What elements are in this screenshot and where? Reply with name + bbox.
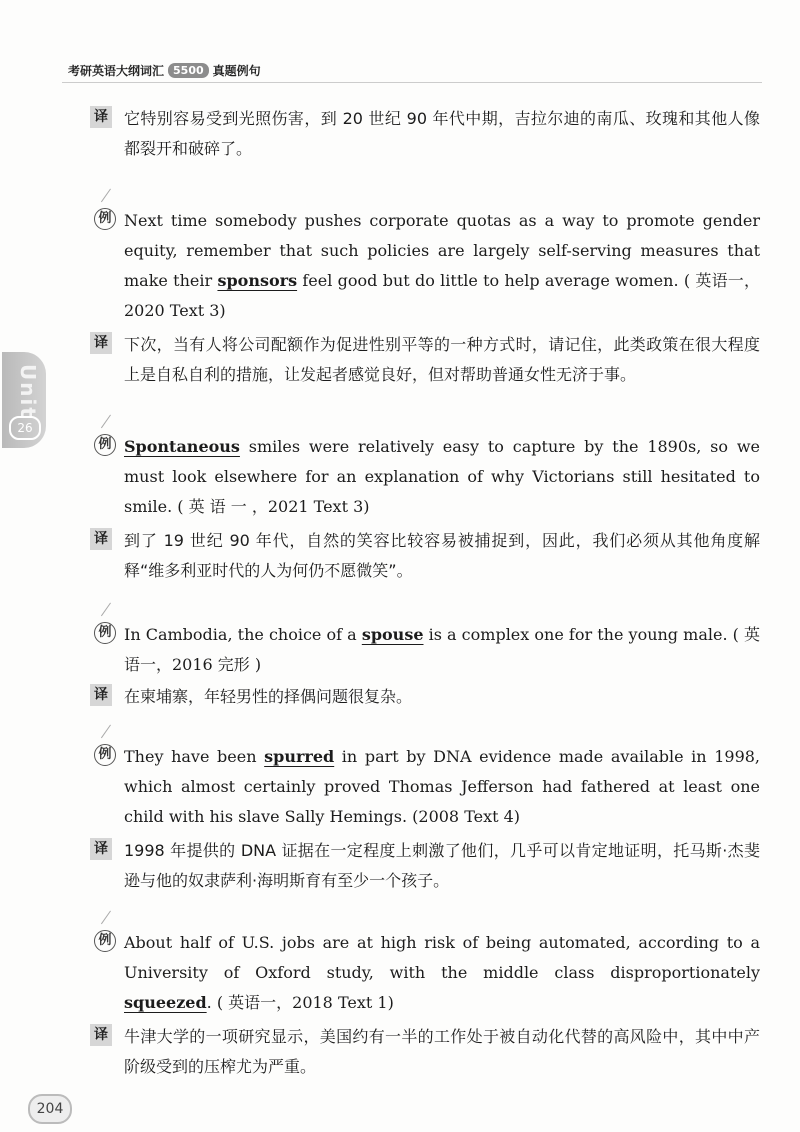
translation-row (90, 104, 760, 164)
entry-block (90, 206, 760, 390)
header-suffix: 真题例句 (212, 64, 261, 78)
example-text: Spontaneous smiles were relatively easy to capture by the 1890s, so we must look elsewhere for an explanation of why Victorians still hesitated to smile. ( 英 语 一 ，2021 Text 3) (124, 437, 760, 516)
example-row (90, 206, 760, 326)
example-icon: 例 (90, 928, 118, 952)
translation-icon: 译 (90, 332, 112, 354)
translation-row (90, 1022, 760, 1082)
example-icon: 例 (90, 742, 118, 766)
keyword: Spontaneous (124, 437, 240, 456)
translation-row (90, 526, 760, 586)
translation-icon: 译 (90, 838, 112, 860)
translation-text: 下次，当有人将公司配额作为促进性别平等的一种方式时，请记住，此类政策在很大程度上是自私自利的措施，让发起者感觉良好，但对帮助普通女性无济于事。 (124, 335, 760, 384)
running-header (68, 62, 261, 79)
translation-row (90, 836, 760, 896)
translation-text: 牛津大学的一项研究显示，美国约有一半的工作处于被自动化代替的高风险中，其中中产阶级受到的压榨尤为严重。 (124, 1027, 760, 1076)
page-number: 204 (28, 1094, 72, 1124)
entry-block (90, 104, 760, 164)
example-icon: 例 (90, 432, 118, 456)
translation-text: 到了 19 世纪 90 年代，自然的笑容比较容易被捕捉到，因此，我们必须从其他角度解释“维多利亚时代的人为何仍不愿微笑”。 (124, 531, 760, 580)
example-text: Next time somebody pushes corporate quotas as a way to promote gender equity, remember that such policies are largely self-serving measures that make their sponsors feel good but do little to help average women. ( 英语一，2020 Text 3) (124, 211, 761, 320)
keyword: sponsors (217, 271, 298, 290)
example-text: They have been spurred in part by DNA evidence made available in 1998, which almost certainly proved Thomas Jefferson had fathered at least one child with his slave Sally Hemings. (2008 Text 4) (124, 747, 761, 826)
example-text: About half of U.S. jobs are at high risk of being automated, according to a University of Oxford study, with the middle class disproportionately squeezed. ( 英语一，2018 Text 1) (124, 933, 760, 1012)
translation-icon: 译 (90, 106, 112, 128)
example-row (90, 620, 760, 680)
translation-text: 它特别容易受到光照伤害，到 20 世纪 90 年代中期，吉拉尔迪的南瓜、玫瑰和其他人像都裂开和破碎了。 (124, 109, 760, 158)
header-divider (62, 82, 762, 83)
translation-icon: 译 (90, 528, 112, 550)
entry-block (90, 432, 760, 586)
translation-icon: 译 (90, 1024, 112, 1046)
header-prefix: 考研英语大纲词汇 (68, 64, 165, 78)
translation-row (90, 682, 760, 712)
translation-text: 1998 年提供的 DNA 证据在一定程度上刺激了他们，几乎可以肯定地证明，托马斯·杰斐逊与他的奴隶萨利·海明斯育有至少一个孩子。 (124, 841, 760, 890)
keyword: spouse (361, 625, 424, 644)
translation-row (90, 330, 760, 390)
translation-icon: 译 (90, 684, 112, 706)
example-row (90, 928, 760, 1018)
translation-text: 在柬埔寨，年轻男性的择偶问题很复杂。 (124, 687, 413, 706)
example-row (90, 432, 760, 522)
example-row (90, 742, 760, 832)
entry-block (90, 928, 760, 1082)
entry-block (90, 742, 760, 896)
unit-tab (2, 352, 46, 448)
example-text: In Cambodia, the choice of a spouse is a complex one for the young male. ( 英语一，2016 完形 ) (124, 625, 760, 674)
keyword: squeezed (124, 993, 207, 1012)
header-badge: 5500 (168, 63, 209, 78)
unit-word: Unit (16, 364, 40, 419)
example-icon: 例 (90, 206, 118, 230)
unit-number: 26 (9, 416, 41, 440)
example-icon: 例 (90, 620, 118, 644)
keyword: spurred (264, 747, 335, 766)
entry-block (90, 620, 760, 712)
